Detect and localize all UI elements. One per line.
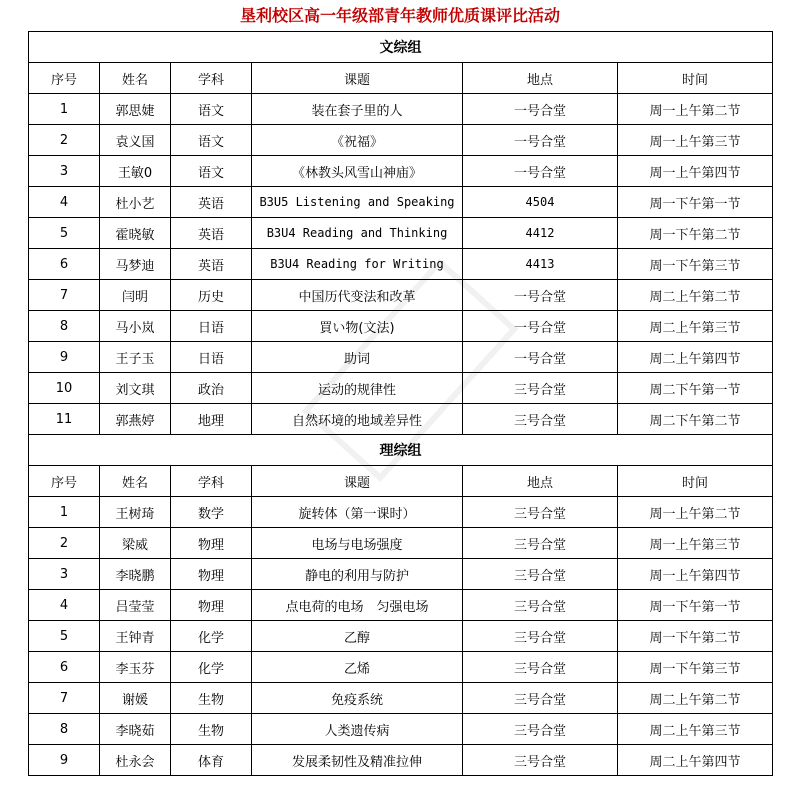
location: 三号合堂 [463,745,618,776]
location: 4412 [463,218,618,249]
time-slot: 周二下午第二节 [618,404,773,435]
table-row [29,621,773,652]
table-row [29,373,773,404]
time-slot: 周一上午第三节 [618,125,773,156]
schedule-body [29,32,773,776]
teacher-name: 李晓茹 [100,714,171,745]
lesson-topic: 运动的规律性 [252,373,463,404]
table-row [29,590,773,621]
lesson-topic: 点电荷的电场 匀强电场 [252,590,463,621]
teacher-name: 李晓鹏 [100,559,171,590]
teacher-name: 郭思婕 [100,94,171,125]
teacher-name: 梁威 [100,528,171,559]
row-number: 3 [29,559,100,590]
teacher-name: 李玉芬 [100,652,171,683]
location: 4504 [463,187,618,218]
subject: 英语 [171,218,252,249]
row-number: 3 [29,156,100,187]
lesson-topic: 中国历代变法和改革 [252,280,463,311]
row-number: 1 [29,497,100,528]
location: 一号合堂 [463,156,618,187]
table-row [29,311,773,342]
time-slot: 周二上午第二节 [618,683,773,714]
subject: 生物 [171,683,252,714]
group-title: 理综组 [29,435,773,466]
column-header: 课题 [252,63,463,94]
column-header: 时间 [618,63,773,94]
column-header: 课题 [252,466,463,497]
teacher-name: 刘文琪 [100,373,171,404]
lesson-topic: 助词 [252,342,463,373]
table-row [29,187,773,218]
column-header: 时间 [618,466,773,497]
location: 三号合堂 [463,497,618,528]
lesson-topic: 自然环境的地域差异性 [252,404,463,435]
subject: 语文 [171,125,252,156]
teacher-name: 郭燕婷 [100,404,171,435]
lesson-topic: 免疫系统 [252,683,463,714]
column-header: 序号 [29,466,100,497]
row-number: 9 [29,342,100,373]
row-number: 9 [29,745,100,776]
lesson-topic: B3U5 Listening and Speaking [252,187,463,218]
lesson-topic: 人类遗传病 [252,714,463,745]
lesson-topic: B3U4 Reading for Writing [252,249,463,280]
schedule-table [28,31,773,776]
location: 一号合堂 [463,280,618,311]
lesson-topic: 装在套子里的人 [252,94,463,125]
location: 三号合堂 [463,528,618,559]
row-number: 11 [29,404,100,435]
location: 三号合堂 [463,373,618,404]
subject: 日语 [171,342,252,373]
lesson-topic: 乙醇 [252,621,463,652]
row-number: 7 [29,683,100,714]
row-number: 6 [29,652,100,683]
table-row [29,714,773,745]
subject: 物理 [171,590,252,621]
subject: 英语 [171,187,252,218]
location: 一号合堂 [463,342,618,373]
subject: 历史 [171,280,252,311]
teacher-name: 谢媛 [100,683,171,714]
subject: 数学 [171,497,252,528]
subject: 地理 [171,404,252,435]
subject: 语文 [171,94,252,125]
row-number: 8 [29,311,100,342]
table-row [29,497,773,528]
column-header: 地点 [463,63,618,94]
row-number: 8 [29,714,100,745]
teacher-name: 王树琦 [100,497,171,528]
page-title: 垦利校区高一年级部青年教师优质课评比活动 [239,6,560,25]
table-row [29,94,773,125]
table-row [29,559,773,590]
lesson-topic: 静电的利用与防护 [252,559,463,590]
time-slot: 周一上午第二节 [618,94,773,125]
lesson-topic: 发展柔韧性及精准拉伸 [252,745,463,776]
group-header-row [29,435,773,466]
subject: 政治 [171,373,252,404]
column-header: 序号 [29,63,100,94]
row-number: 2 [29,528,100,559]
subject: 日语 [171,311,252,342]
table-row [29,528,773,559]
group-header-row [29,32,773,63]
location: 三号合堂 [463,590,618,621]
column-header: 学科 [171,63,252,94]
teacher-name: 王子玉 [100,342,171,373]
time-slot: 周一下午第三节 [618,249,773,280]
teacher-name: 袁义国 [100,125,171,156]
teacher-name: 王敏0 [100,156,171,187]
row-number: 5 [29,218,100,249]
table-row [29,280,773,311]
location: 三号合堂 [463,683,618,714]
lesson-topic: 电场与电场强度 [252,528,463,559]
lesson-topic: 乙烯 [252,652,463,683]
time-slot: 周二上午第四节 [618,745,773,776]
teacher-name: 吕莹莹 [100,590,171,621]
time-slot: 周二上午第三节 [618,714,773,745]
row-number: 4 [29,187,100,218]
lesson-topic: B3U4 Reading and Thinking [252,218,463,249]
column-header: 姓名 [100,63,171,94]
location: 4413 [463,249,618,280]
time-slot: 周一下午第三节 [618,652,773,683]
teacher-name: 闫明 [100,280,171,311]
column-header-row [29,63,773,94]
subject: 化学 [171,621,252,652]
row-number: 5 [29,621,100,652]
column-header-row [29,466,773,497]
table-row [29,342,773,373]
column-header: 地点 [463,466,618,497]
subject: 语文 [171,156,252,187]
group-title: 文综组 [29,32,773,63]
table-row [29,652,773,683]
location: 三号合堂 [463,714,618,745]
subject: 英语 [171,249,252,280]
table-row [29,745,773,776]
table-row [29,125,773,156]
subject: 生物 [171,714,252,745]
time-slot: 周一下午第一节 [618,187,773,218]
location: 三号合堂 [463,652,618,683]
subject: 物理 [171,528,252,559]
teacher-name: 马小岚 [100,311,171,342]
row-number: 1 [29,94,100,125]
time-slot: 周一下午第二节 [618,621,773,652]
row-number: 10 [29,373,100,404]
lesson-topic: 《林教头风雪山神庙》 [252,156,463,187]
table-row [29,156,773,187]
lesson-topic: 《祝福》 [252,125,463,156]
column-header: 姓名 [100,466,171,497]
table-row [29,404,773,435]
column-header: 学科 [171,466,252,497]
time-slot: 周一下午第一节 [618,590,773,621]
table-row [29,249,773,280]
subject: 化学 [171,652,252,683]
lesson-topic: 買い物(文法) [252,311,463,342]
time-slot: 周二上午第二节 [618,280,773,311]
location: 三号合堂 [463,621,618,652]
row-number: 6 [29,249,100,280]
location: 三号合堂 [463,559,618,590]
location: 一号合堂 [463,125,618,156]
lesson-topic: 旋转体（第一课时） [252,497,463,528]
table-row [29,218,773,249]
row-number: 7 [29,280,100,311]
location: 三号合堂 [463,404,618,435]
row-number: 4 [29,590,100,621]
location: 一号合堂 [463,94,618,125]
time-slot: 周二上午第三节 [618,311,773,342]
row-number: 2 [29,125,100,156]
teacher-name: 杜小艺 [100,187,171,218]
time-slot: 周二下午第一节 [618,373,773,404]
time-slot: 周一上午第二节 [618,497,773,528]
subject: 物理 [171,559,252,590]
teacher-name: 杜永会 [100,745,171,776]
subject: 体育 [171,745,252,776]
location: 一号合堂 [463,311,618,342]
table-row [29,683,773,714]
time-slot: 周一上午第四节 [618,559,773,590]
time-slot: 周二上午第四节 [618,342,773,373]
time-slot: 周一上午第三节 [618,528,773,559]
time-slot: 周一上午第四节 [618,156,773,187]
teacher-name: 马梦迪 [100,249,171,280]
teacher-name: 霍晓敏 [100,218,171,249]
time-slot: 周一下午第二节 [618,218,773,249]
teacher-name: 王钟青 [100,621,171,652]
